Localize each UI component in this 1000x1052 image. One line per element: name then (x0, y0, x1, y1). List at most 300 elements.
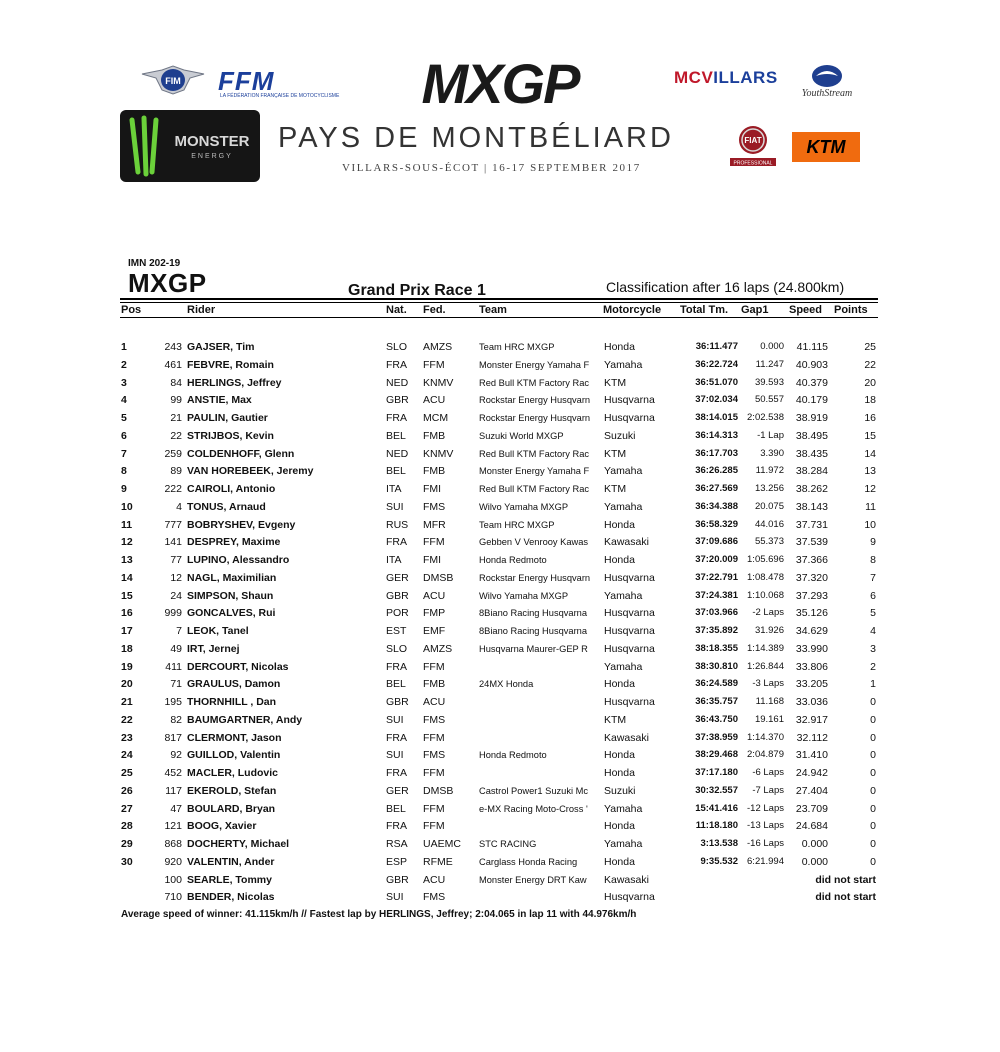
cell-moto: Honda (604, 518, 635, 531)
cell-fed: FMS (423, 713, 446, 726)
cell-gap: 20.075 (754, 500, 784, 512)
cell-pos: 28 (121, 820, 133, 833)
cell-pos: 26 (121, 784, 133, 797)
cell-speed: 24.684 (795, 820, 828, 833)
cell-team: Honda Redmoto (479, 750, 547, 761)
cell-fed: DMSB (423, 784, 454, 797)
cell-rider: LEOK, Tanel (187, 625, 249, 637)
race-title: Grand Prix Race 1 (348, 282, 486, 299)
cell-pos: 17 (121, 625, 133, 637)
cell-total: 11:18.180 (695, 820, 738, 832)
svg-text:PROFESSIONAL: PROFESSIONAL (733, 160, 773, 167)
cell-gap: 31.926 (754, 625, 784, 636)
cell-moto: Yamaha (604, 589, 643, 602)
cell-moto: Yamaha (604, 465, 643, 478)
document-code: IMN 202-19 (128, 258, 181, 269)
cell-num: 82 (170, 713, 182, 726)
cell-pos: 11 (121, 518, 133, 531)
svg-text:FIM: FIM (165, 76, 181, 86)
cell-pos: 19 (121, 660, 133, 673)
cell-points: 7 (870, 571, 876, 584)
cell-points: 25 (864, 341, 876, 353)
cell-rider: COLDENHOFF, Glenn (187, 447, 295, 460)
cell-speed: 40.379 (795, 376, 828, 389)
cell-speed: 0.000 (801, 838, 828, 850)
cell-points: 16 (864, 412, 876, 424)
cell-moto: Suzuki (604, 784, 636, 797)
cell-total: 37:20.009 (695, 554, 738, 565)
cell-points: 9 (870, 536, 876, 549)
table-row (0, 606, 1000, 623)
cell-total: 36:14.313 (695, 429, 738, 441)
table-row (0, 766, 1000, 783)
cell-speed: 34.629 (795, 625, 828, 637)
col-header-team: Team (479, 304, 507, 316)
cell-team: Rockstar Energy Husqvarn (479, 395, 591, 406)
cell-rider: GAJSER, Tim (187, 341, 255, 353)
cell-total: 36:17.703 (695, 447, 738, 459)
cell-nat: BEL (386, 429, 406, 442)
cell-team: Monster Energy Yamaha F (479, 359, 590, 370)
event-title: PAYS DE MONTBÉLIARD (278, 122, 674, 154)
cell-pos: 21 (121, 696, 133, 708)
cell-pos: 23 (121, 731, 133, 744)
col-header-rider: Rider (187, 304, 216, 316)
table-row (0, 464, 1000, 481)
table-row (0, 482, 1000, 499)
cell-pos: 12 (121, 536, 133, 549)
cell-points: 15 (864, 429, 876, 442)
table-row (0, 713, 1000, 730)
cell-team: 8Biano Racing Husqvarna (479, 608, 588, 619)
cell-num: 12 (170, 571, 182, 584)
cell-team: Gebben V Venrooy Kawas (479, 537, 589, 548)
cell-gap: -12 Laps (747, 802, 784, 814)
cell-gap: 39.593 (754, 376, 784, 388)
cell-team: Wilvo Yamaha MXGP (479, 590, 569, 601)
cell-total: 36:24.589 (695, 678, 738, 690)
cell-rider: HERLINGS, Jeffrey (187, 376, 282, 389)
cell-nat: EST (386, 625, 407, 637)
cell-rider: THORNHILL , Dan (187, 696, 277, 708)
cell-points: 20 (864, 376, 876, 389)
cell-moto: Honda (604, 820, 635, 833)
cell-moto: KTM (604, 713, 627, 726)
cell-speed: 27.404 (795, 784, 828, 797)
cell-rider: VALENTIN, Ander (187, 855, 275, 868)
cell-fed: MCM (423, 412, 449, 424)
cell-rider: MACLER, Ludovic (187, 767, 278, 779)
cell-team: Castrol Power1 Suzuki Mc (479, 785, 589, 796)
cell-nat: FRA (386, 731, 407, 744)
cell-moto: Kawasaki (604, 536, 649, 549)
cell-rider: TONUS, Arnaud (187, 500, 266, 513)
cell-nat: SLO (386, 341, 408, 353)
cell-pos: 1 (121, 341, 127, 353)
cell-speed: 38.284 (795, 465, 828, 478)
cell-points: 18 (864, 394, 876, 407)
cell-rider: GRAULUS, Damon (187, 678, 281, 691)
cell-total: 30:32.557 (695, 784, 738, 796)
cell-points: 0 (870, 696, 876, 708)
cell-speed: 31.410 (795, 749, 828, 762)
cell-num: 817 (164, 731, 182, 744)
table-row-dns (0, 873, 1000, 890)
cell-num: 47 (170, 802, 182, 815)
cell-fed: FFM (423, 731, 445, 744)
cell-points: 0 (870, 855, 876, 868)
table-row (0, 571, 1000, 588)
cell-rider: STRIJBOS, Kevin (187, 429, 274, 442)
cell-fed: ACU (423, 696, 446, 708)
cell-num: 21 (170, 412, 182, 424)
cell-moto: Honda (604, 855, 635, 868)
cell-nat: SUI (386, 749, 404, 762)
cell-points: 0 (870, 749, 876, 762)
cell-speed: 41.115 (796, 341, 828, 353)
cell-rider: NAGL, Maximilian (187, 571, 277, 584)
cell-num: 71 (170, 678, 182, 691)
cell-total: 3:13.538 (700, 838, 738, 849)
cell-points: 0 (870, 820, 876, 833)
cell-nat: FRA (386, 767, 407, 779)
cell-speed: 40.179 (795, 394, 828, 407)
cell-gap: 1:08.478 (747, 571, 784, 583)
cell-team: e-MX Racing Moto-Cross ' (479, 803, 588, 814)
cell-pos: 7 (121, 447, 127, 460)
cell-nat: BEL (386, 465, 406, 478)
cell-rider: BOULARD, Bryan (187, 802, 276, 815)
cell-rider: IRT, Jernej (187, 642, 240, 655)
cell-nat: POR (386, 607, 409, 620)
cell-moto: KTM (604, 376, 627, 389)
cell-rider: BENDER, Nicolas (187, 891, 275, 904)
table-row (0, 535, 1000, 552)
cell-points: 0 (870, 802, 876, 815)
cell-pos: 20 (121, 678, 133, 691)
cell-fed: UAEMC (423, 838, 461, 850)
cell-num: 461 (164, 358, 182, 371)
cell-total: 38:18.355 (695, 642, 738, 654)
cell-speed: 40.903 (795, 358, 828, 371)
table-row (0, 660, 1000, 677)
cell-total: 37:03.966 (695, 607, 738, 619)
cell-nat: ESP (386, 855, 408, 868)
cell-fed: FFM (423, 660, 445, 673)
cell-nat: GBR (386, 873, 409, 886)
mcv-villars-logo: MCVILLARS (674, 68, 778, 87)
col-header-total-time: Total Tm. (680, 304, 729, 316)
cell-num: 49 (170, 642, 182, 655)
cell-nat: SUI (386, 500, 404, 513)
cell-rider: EKEROLD, Stefan (187, 784, 277, 797)
table-row (0, 802, 1000, 819)
cell-rider: SEARLE, Tommy (187, 873, 272, 886)
cell-num: 195 (164, 696, 182, 708)
cell-points: 0 (870, 838, 876, 850)
cell-num: 452 (164, 767, 182, 779)
cell-status: did not start (815, 873, 876, 886)
cell-points: 3 (870, 642, 876, 655)
monster-energy-logo (120, 110, 260, 182)
cell-gap: -1 Lap (757, 429, 784, 441)
table-row (0, 589, 1000, 606)
cell-gap: 1:05.696 (747, 554, 784, 565)
cell-pos: 2 (121, 358, 127, 371)
cell-points: 1 (870, 678, 876, 691)
cell-fed: FFM (423, 820, 445, 833)
col-header-nat: Nat. (386, 304, 407, 316)
cell-num: 141 (164, 536, 182, 549)
mxgp-logo (395, 55, 605, 113)
cell-fed: ACU (423, 394, 446, 407)
cell-speed: 33.806 (795, 660, 828, 673)
cell-pos: 9 (121, 483, 127, 495)
cell-fed: RFME (423, 855, 453, 868)
cell-status: did not start (815, 891, 876, 904)
cell-points: 4 (870, 625, 876, 637)
cell-total: 36:22.724 (695, 358, 738, 370)
cell-total: 37:38.959 (695, 731, 738, 743)
cell-num: 77 (170, 554, 182, 566)
cell-gap: 6:21.994 (747, 855, 784, 867)
cell-nat: GER (386, 784, 409, 797)
cell-moto: Husqvarna (604, 642, 655, 655)
cell-gap: 2:04.879 (747, 749, 784, 761)
cell-moto: Yamaha (604, 838, 643, 850)
cell-total: 37:17.180 (695, 767, 738, 778)
table-row (0, 358, 1000, 375)
cell-nat: NED (386, 447, 409, 460)
cell-num: 84 (170, 376, 182, 389)
svg-text:FIAT: FIAT (744, 136, 762, 145)
col-header-points: Points (834, 304, 868, 316)
svg-text:MONSTER: MONSTER (174, 133, 250, 150)
table-row (0, 376, 1000, 393)
table-row (0, 624, 1000, 641)
cell-nat: SLO (386, 642, 408, 655)
cell-fed: FFM (423, 536, 445, 549)
cell-nat: ITA (386, 483, 402, 495)
cell-gap: 3.390 (760, 447, 784, 459)
cell-gap: 1:14.370 (747, 731, 784, 743)
cell-moto: Husqvarna (604, 696, 655, 708)
cell-pos: 14 (121, 571, 133, 584)
cell-gap: 19.161 (754, 713, 784, 725)
cell-gap: -7 Laps (752, 784, 784, 796)
col-header-speed: Speed (789, 304, 823, 316)
cell-gap: 11.972 (755, 465, 784, 477)
table-row (0, 731, 1000, 748)
cell-nat: SUI (386, 891, 404, 904)
cell-total: 36:58.329 (695, 518, 738, 530)
cell-moto: Honda (604, 341, 635, 353)
cell-num: 117 (165, 784, 182, 797)
cell-pos: 25 (121, 767, 133, 779)
cell-rider: BAUMGARTNER, Andy (187, 713, 303, 726)
cell-speed: 32.917 (795, 713, 828, 726)
cell-fed: FFM (423, 767, 445, 779)
cell-rider: LUPINO, Alessandro (187, 554, 290, 566)
cell-nat: NED (386, 376, 409, 389)
cell-moto: Honda (604, 554, 635, 566)
col-header-motorcycle: Motorcycle (603, 304, 662, 316)
cell-points: 8 (870, 554, 876, 566)
cell-total: 36:26.285 (695, 465, 738, 477)
cell-nat: FRA (386, 660, 407, 673)
table-row (0, 500, 1000, 517)
cell-gap: 44.016 (754, 518, 784, 530)
cell-nat: GER (386, 571, 409, 584)
table-row (0, 553, 1000, 570)
cell-num: 777 (164, 518, 182, 531)
cell-fed: EMF (423, 625, 446, 637)
cell-fed: MFR (423, 518, 446, 531)
table-row (0, 819, 1000, 836)
cell-points: 13 (864, 465, 876, 478)
cell-rider: DERCOURT, Nicolas (187, 660, 289, 673)
cell-moto: Honda (604, 767, 635, 779)
cell-team: Team HRC MXGP (479, 342, 555, 352)
cell-team: Rockstar Energy Husqvarn (479, 413, 591, 423)
cell-pos: 5 (121, 412, 127, 424)
cell-pos: 4 (121, 394, 127, 407)
cell-nat: FRA (386, 358, 407, 371)
cell-gap: 0.000 (760, 341, 784, 352)
header-rule-bottom (120, 317, 878, 318)
class-title: MXGP (128, 268, 207, 298)
cell-nat: RSA (386, 838, 408, 850)
table-row (0, 393, 1000, 410)
cell-team: Red Bull KTM Factory Rac (479, 484, 590, 494)
cell-total: 38:30.810 (695, 660, 738, 672)
cell-num: 920 (164, 855, 182, 868)
cell-gap: 1:14.389 (747, 642, 784, 654)
cell-num: 243 (164, 341, 182, 353)
cell-fed: FMB (423, 678, 446, 691)
cell-fed: FMI (423, 483, 442, 495)
table-row (0, 837, 1000, 854)
cell-fed: FFM (423, 358, 445, 371)
cell-num: 92 (170, 749, 182, 762)
cell-rider: DESPREY, Maxime (187, 536, 281, 549)
classification-info: Classification after 16 laps (24.800km) (606, 279, 845, 295)
cell-team: Suzuki World MXGP (479, 430, 564, 441)
cell-speed: 38.919 (795, 412, 828, 424)
cell-gap: 13.256 (754, 483, 784, 494)
cell-total: 37:24.381 (695, 589, 738, 601)
cell-moto: Yamaha (604, 358, 643, 371)
cell-num: 999 (164, 607, 182, 620)
cell-speed: 37.320 (795, 571, 828, 584)
cell-moto: Husqvarna (604, 625, 655, 637)
event-subtitle: VILLARS-SOUS-ÉCOT | 16-17 SEPTEMBER 2017 (342, 162, 641, 174)
cell-points: 5 (870, 607, 876, 620)
table-row (0, 855, 1000, 872)
cell-speed: 35.126 (795, 607, 828, 620)
cell-pos: 22 (121, 713, 133, 726)
cell-nat: BEL (386, 802, 406, 815)
header-rule-top (120, 298, 878, 300)
cell-points: 0 (870, 731, 876, 744)
cell-speed: 38.435 (795, 447, 828, 460)
cell-speed: 0.000 (801, 855, 828, 868)
cell-nat: GBR (386, 696, 409, 708)
col-header-pos: Pos (121, 304, 142, 316)
cell-rider: ANSTIE, Max (187, 394, 252, 407)
cell-team: Rockstar Energy Husqvarn (479, 572, 591, 583)
cell-speed: 38.143 (795, 500, 828, 513)
table-row (0, 784, 1000, 801)
cell-gap: 1:26.844 (747, 660, 784, 672)
cell-fed: KNMV (423, 376, 454, 389)
fiat-professional-logo (728, 124, 778, 168)
table-row (0, 429, 1000, 446)
cell-pos: 18 (121, 642, 133, 655)
cell-moto: KTM (604, 447, 627, 460)
cell-total: 37:09.686 (695, 536, 738, 548)
race-summary-footer: Average speed of winner: 41.115km/h // Fastest lap by HERLINGS, Jeffrey; 2:04.065 in lap 11 with 44.976km/h (121, 909, 637, 920)
cell-nat: GBR (386, 589, 409, 602)
cell-fed: DMSB (423, 571, 454, 584)
cell-team: 24MX Honda (479, 679, 534, 690)
cell-gap: -6 Laps (752, 767, 784, 778)
cell-team: Husqvarna Maurer-GEP R (479, 643, 588, 654)
cell-total: 36:27.569 (695, 483, 738, 494)
ktm-logo: KTM (792, 132, 860, 162)
cell-total: 9:35.532 (700, 855, 738, 867)
cell-team: Monster Energy DRT Kaw (479, 874, 587, 885)
cell-fed: FFM (423, 802, 445, 815)
ffm-logo: FFM (218, 66, 275, 96)
cell-points: 22 (864, 358, 876, 371)
svg-text:ENERGY: ENERGY (191, 153, 233, 160)
cell-num: 7 (176, 625, 182, 637)
cell-pos: 15 (121, 589, 133, 602)
table-row (0, 340, 1000, 357)
table-row (0, 695, 1000, 712)
table-row (0, 677, 1000, 694)
cell-num: 4 (176, 500, 182, 513)
cell-total: 36:11.477 (695, 341, 738, 352)
cell-speed: 33.205 (795, 678, 828, 691)
cell-moto: Husqvarna (604, 571, 655, 584)
cell-speed: 38.495 (795, 429, 828, 442)
cell-nat: BEL (386, 678, 406, 691)
cell-total: 37:35.892 (695, 625, 738, 636)
cell-moto: Husqvarna (604, 891, 655, 904)
cell-fed: FMS (423, 891, 446, 904)
col-header-fed: Fed. (423, 304, 446, 316)
cell-team: Red Bull KTM Factory Rac (479, 448, 590, 459)
cell-points: 6 (870, 589, 876, 602)
svg-text:MXGP: MXGP (421, 55, 579, 113)
cell-gap: -3 Laps (752, 678, 784, 690)
cell-nat: GBR (386, 394, 409, 407)
cell-moto: Husqvarna (604, 394, 655, 407)
cell-total: 15:41.416 (695, 802, 738, 814)
table-row (0, 748, 1000, 765)
cell-team: Monster Energy Yamaha F (479, 466, 590, 477)
cell-fed: KNMV (423, 447, 454, 460)
cell-team: Team HRC MXGP (479, 519, 555, 530)
cell-num: 24 (170, 589, 182, 602)
cell-gap: -13 Laps (747, 820, 784, 832)
cell-rider: DOCHERTY, Michael (187, 838, 290, 850)
cell-rider: CAIROLI, Antonio (187, 483, 276, 495)
cell-rider: CLERMONT, Jason (187, 731, 282, 744)
cell-moto: Kawasaki (604, 873, 649, 886)
